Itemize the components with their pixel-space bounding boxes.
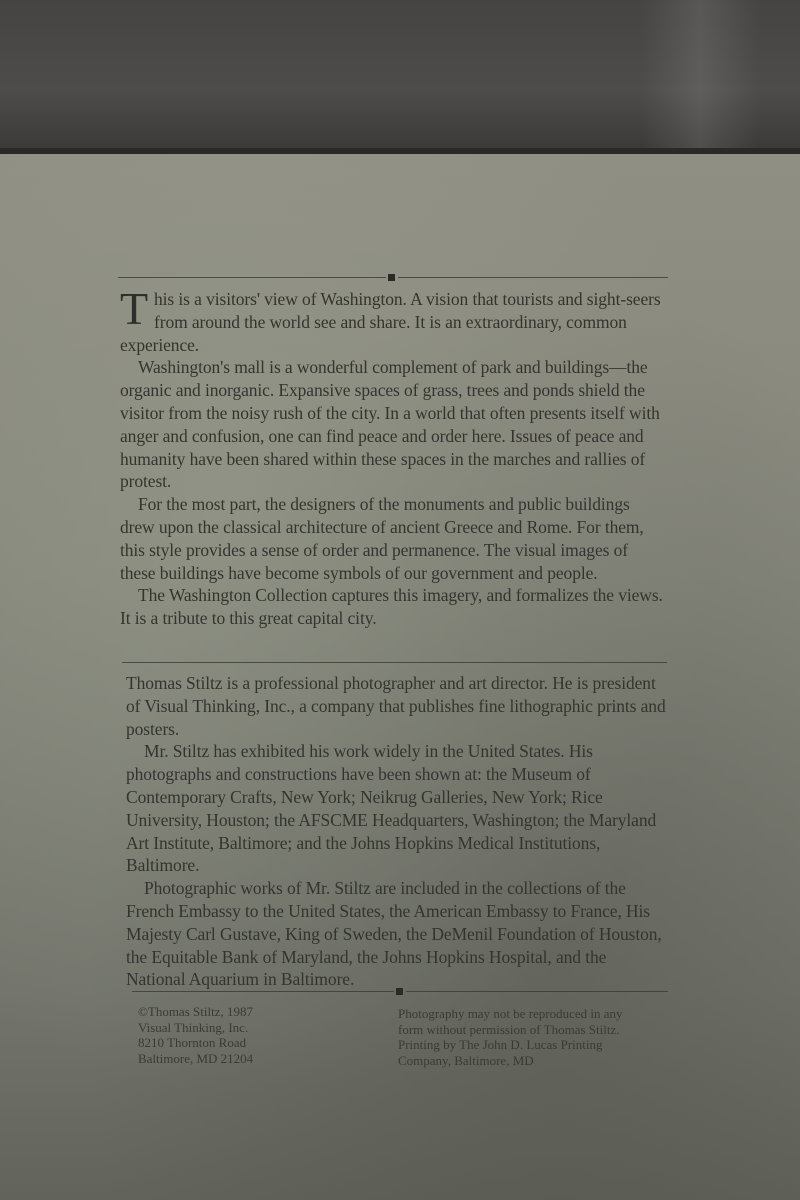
bio-text	[126, 672, 666, 991]
drop-cap: T	[120, 283, 148, 334]
bottom-rule-left	[132, 991, 394, 992]
top-rule-ornament	[388, 274, 395, 281]
intro-paragraph-4: The Washington Collection captures this imagery, and formalizes the views. It is a tribute to this great capital city.	[120, 585, 663, 629]
intro-paragraph-1	[120, 283, 665, 356]
company-line: Visual Thinking, Inc.	[138, 1019, 249, 1035]
top-rule-left	[118, 277, 386, 278]
bio-paragraph-1: Thomas Stiltz is a professional photographer and art director. He is president of Visual Thinking, Inc., a company that publishes fine lithographic prints and posters.	[126, 673, 666, 739]
middle-rule	[122, 662, 667, 663]
city-line: Baltimore, MD 21204	[138, 1050, 254, 1066]
top-rule-right	[398, 277, 668, 278]
copyright-address-block	[138, 1004, 253, 1066]
bottom-rule-ornament	[396, 988, 403, 995]
paper-sheet	[0, 154, 800, 1200]
notice-line-1: Photography may not be reproduced in any	[398, 1006, 623, 1021]
street-line: 8210 Thornton Road	[138, 1035, 247, 1050]
bio-paragraph-3: Photographic works of Mr. Stiltz are included in the collections of the French Embassy to the United States, the American Embassy to France, His Majesty Carl Gustave, King of Sweden, the DeMenil Foundation of Houston, the Equitable Bank of Maryland, the Johns Hopkins Hospital, and the National Aquarium in Baltimore.	[126, 878, 662, 990]
intro-paragraph-2: Washington's mall is a wonderful complement of park and buildings—the organic and inorganic. Expansive spaces of grass, trees and ponds shield the visitor from the noisy rush of the city. In a world that often presents itself with anger and confusion, one can find peace and order here. Issues of peace and humanity have been shared within these spaces in the marches and rallies of protest.	[120, 357, 660, 492]
bottom-rule-right	[406, 991, 668, 992]
dark-mat-frame	[0, 0, 800, 152]
printer-line-1: Printing by The John D. Lucas Printing	[398, 1037, 603, 1052]
intro-paragraph-3: For the most part, the designers of the monuments and public buildings drew upon the classical architecture of ancient Greece and Rome. For them, this style provides a sense of order and permanence. The visual images of these buildings have become symbols of our government and people.	[120, 494, 644, 583]
intro-text	[120, 283, 665, 630]
reproduction-notice-block	[398, 1006, 623, 1068]
intro-paragraph-1-text: his is a visitors' view of Washington. A vision that tourists and sight-seers from around the world see and share. It is an extraordinary, common experience.	[120, 289, 661, 355]
notice-line-2: form without permission of Thomas Stiltz.	[398, 1021, 620, 1037]
bio-paragraph-2: Mr. Stiltz has exhibited his work widely in the United States. His photographs and constructions have been shown at: the Museum of Contemporary Crafts, New York; Neikrug Galleries, New York; Rice University, Houston; the AFSCME Headquarters, Washington; the Maryland Art Institute, Baltimore; and the Johns Hopkins Medical Institutions, Baltimore.	[126, 741, 657, 876]
printer-line-2: Company, Baltimore, MD	[398, 1052, 534, 1068]
copyright-line: ©Thomas Stiltz, 1987	[138, 1004, 253, 1019]
